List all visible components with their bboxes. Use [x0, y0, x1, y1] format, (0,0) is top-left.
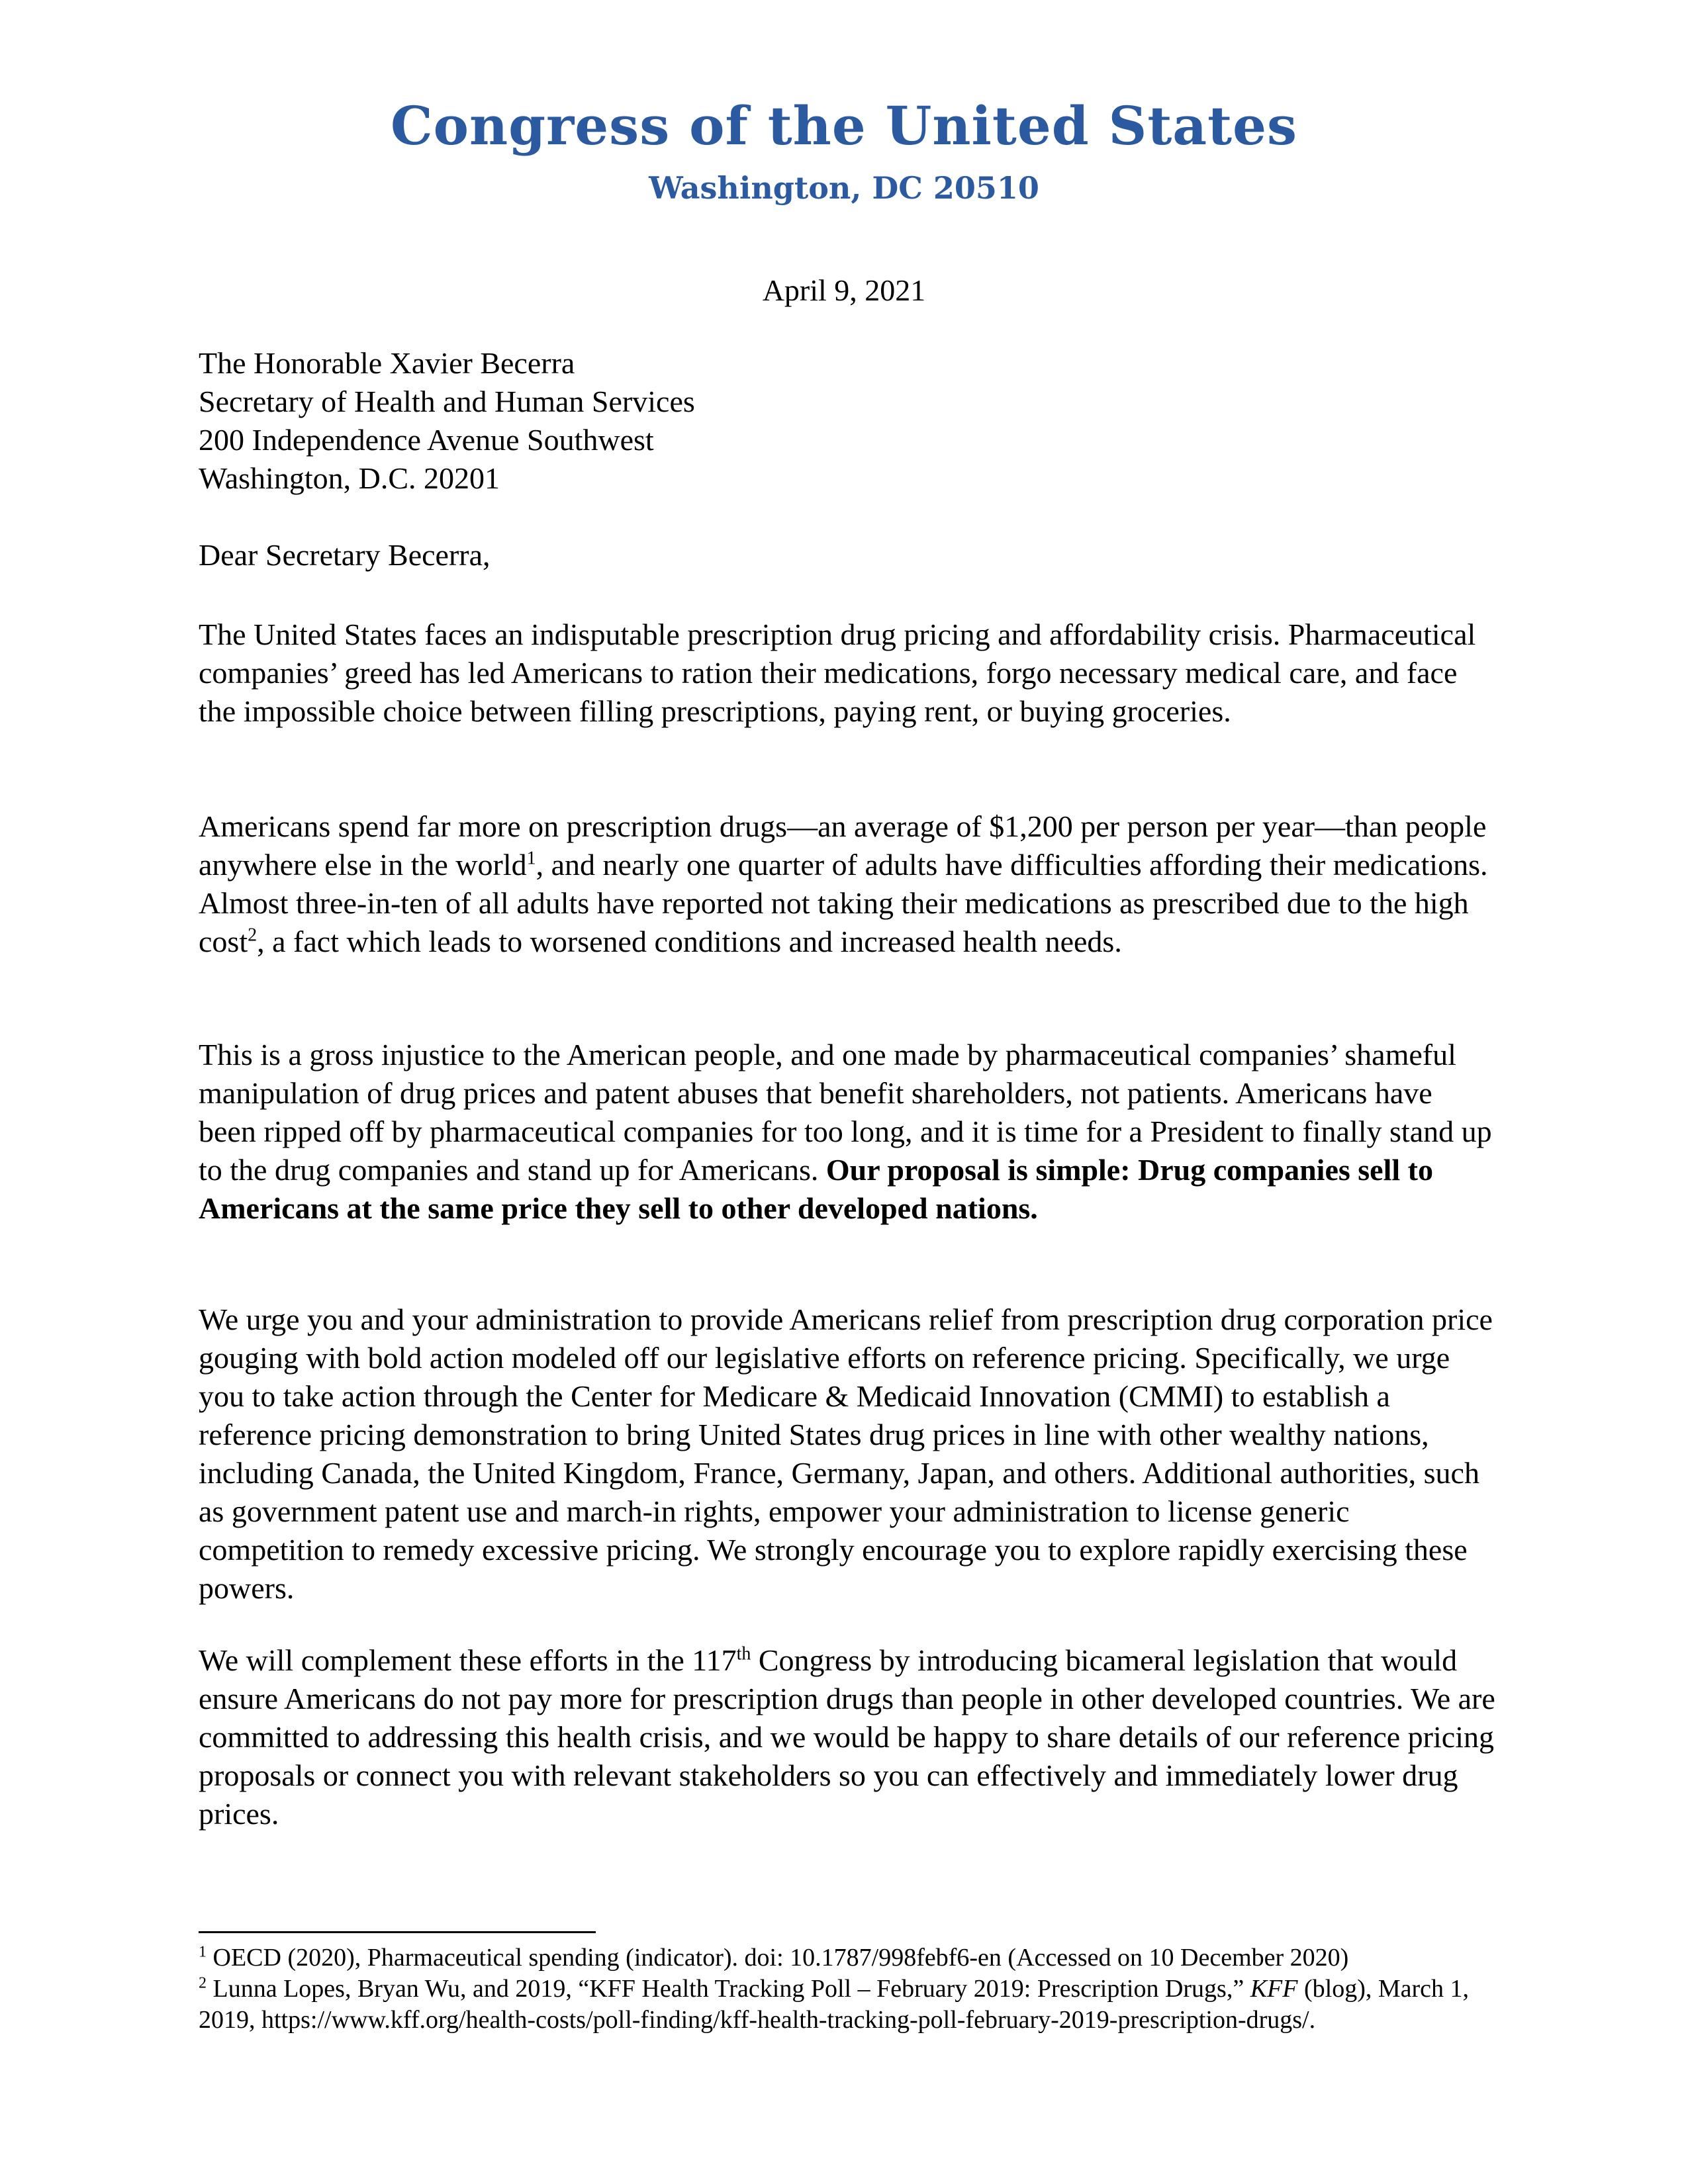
paragraph-4 — [199, 1300, 1496, 1608]
footnote-2-source: KFF — [1250, 1975, 1298, 2003]
ordinal-suffix: th — [736, 1643, 751, 1664]
paragraph-1-text: The United States faces an indisputable prescription drug pricing and affordability crisis. Pharmaceutical companies’ greed has led Americans to ration their medications, forgo necessary medical care, and face the impossible choice between filling prescriptions, paying rent, or buying groceries. — [199, 617, 1476, 728]
footnote-2-number: 2 — [199, 1974, 207, 1992]
paragraph-5-text — [199, 1641, 1496, 1833]
footnote-ref-2: 2 — [248, 925, 258, 946]
paragraph-3 — [199, 1036, 1496, 1228]
paragraph-3-text — [199, 1036, 1496, 1228]
footnote-1 — [199, 1942, 1496, 1974]
paragraph-3-part-a: This is a gross injustice to the American people, and one made by pharmaceutical companies’ shameful manipulation of drug prices and patent abuses that benefit shareholders, not patients. Americans have been ripped off by pharmaceutical companies for too long, and it is time for a President to finally stand up to the drug companies and stand up for Americans. — [199, 1038, 1492, 1187]
addressee-street: 200 Independence Avenue Southwest — [199, 423, 654, 457]
paragraph-2-part-b: , and nearly one quarter of adults have difficulties affording their medications. Almost three-in-ten of all adults have reported not taking their medications as prescribed due to the high cost — [199, 848, 1488, 958]
paragraph-2-part-a: Americans spend far more on prescription drugs—an average of $1,200 per person per year—than people anywhere else in the world — [199, 809, 1487, 882]
letter-date: April 9, 2021 — [762, 273, 926, 307]
paragraph-2-text — [199, 807, 1496, 961]
letterhead-title: Congress of the United States — [390, 95, 1297, 157]
addressee-title: Secretary of Health and Human Services — [199, 385, 695, 418]
footnote-1-number: 1 — [199, 1943, 207, 1961]
addressee-city: Washington, D.C. 20201 — [199, 461, 500, 495]
footnote-1-text: OECD (2020), Pharmaceutical spending (indicator). doi: 10.1787/998febf6-en (Accessed on 10 December 2020) — [207, 1944, 1349, 1972]
letterhead — [0, 93, 1688, 208]
paragraph-5-part-a: We will complement these efforts in the 117 — [199, 1643, 737, 1677]
salutation: Dear Secretary Becerra, — [199, 538, 491, 572]
addressee-name: The Honorable Xavier Becerra — [199, 346, 575, 380]
footnote-divider — [199, 1931, 596, 1933]
footnote-2-text-b: (blog), March 1, 2019, https://www.kff.org/health-costs/poll-finding/kff-health-tracking-poll-february-2019-prescription-drugs/. — [199, 1975, 1470, 2034]
addressee-block — [199, 344, 1496, 498]
proposal-statement: Our proposal is simple: Drug companies sell to Americans at the same price they sell to other developed nations. — [199, 1153, 1433, 1225]
footnote-2 — [199, 1974, 1496, 2036]
paragraph-5-part-b: Congress by introducing bicameral legislation that would ensure Americans do not pay more for prescription drugs than people in other developed countries. We are committed to addressing this health crisis, and we would be happy to share details of our reference pricing proposals or connect you with relevant stakeholders so you can effectively and immediately lower drug prices. — [199, 1643, 1495, 1831]
paragraph-2 — [199, 807, 1496, 961]
footnote-ref-1: 1 — [526, 848, 536, 869]
paragraph-2-part-c: , a fact which leads to worsened conditions and increased health needs. — [257, 925, 1122, 958]
paragraph-1 — [199, 615, 1496, 731]
letterhead-subtitle: Washington, DC 20510 — [649, 170, 1039, 206]
paragraph-5 — [199, 1641, 1496, 1833]
paragraph-4-text: We urge you and your administration to provide Americans relief from prescription drug corporation price gouging with bold action modeled off our legislative efforts on reference pricing. Specifically, we urge you to take action through the Center for Medicare & Medicaid Innovation (CMMI) to establish a reference pricing demonstration to bring United States drug prices in line with other wealthy nations, including Canada, the United Kingdom, France, Germany, Japan, and others. Additional authorities, such as government patent use and march-in rights, empower your administration to license generic competition to remedy excessive pricing. We strongly encourage you to explore rapidly exercising these powers. — [199, 1302, 1493, 1605]
footnotes — [199, 1942, 1496, 2036]
footnote-2-text-a: Lunna Lopes, Bryan Wu, and 2019, “KFF Health Tracking Poll – February 2019: Prescription Drugs,” — [207, 1975, 1250, 2003]
